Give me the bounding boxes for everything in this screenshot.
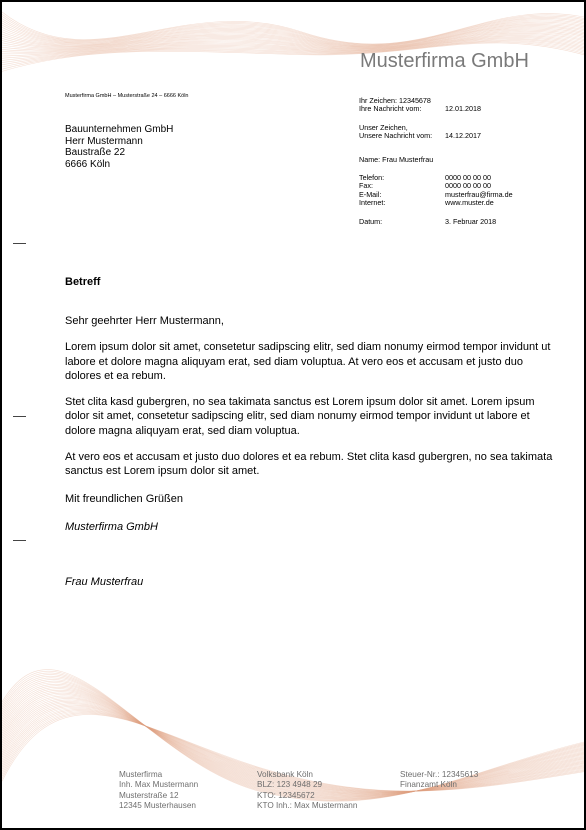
company-name: Musterfirma GmbH (360, 50, 529, 72)
closing-phrase: Mit freundlichen Grüßen (65, 493, 183, 505)
letter-subject: Betreff (65, 276, 101, 288)
footer-line: KTO: 12345672 (257, 790, 315, 800)
footer-line: BLZ: 123 4948 29 (257, 780, 323, 790)
our-ref-label: Unser Zeichen, (359, 122, 408, 132)
phone-label: Telefon: (359, 172, 385, 182)
recipient-line: Herr Mustermann (65, 135, 143, 147)
body-paragraph: Stet clita kasd gubergren, no sea takimata sanctus est Lorem ipsum dolor sit amet. Lorem ipsum dolor sit amet, consetetur sadipscing elitr, sed diam nonumy eirmod tempor invidunt ut labore et dolore magna aliquyam erat, sed diam voluptua. (65, 396, 535, 437)
footer-line: Musterstraße 12 (119, 790, 179, 800)
recipient-line: Bauunternehmen GmbH (65, 124, 174, 135)
salutation: Sehr geehrter Herr Mustermann, (65, 315, 224, 327)
your-message-value: 12.01.2018 (445, 104, 481, 114)
internet-label: Internet: (359, 198, 386, 208)
body-paragraph: At vero eos et accusam et justo duo dolores et ea rebum. Stet clita kasd gubergren, no sea takimata sanctus est Lorem ipsum dolor sit amet. (65, 451, 553, 478)
our-message-value: 14.12.2017 (445, 131, 481, 141)
signature-company: Musterfirma GmbH (65, 521, 158, 533)
fold-mark (13, 540, 26, 541)
footer-line: Musterfirma (119, 770, 163, 779)
recipient-line: 6666 Köln (65, 158, 111, 170)
footer-line: Steuer-Nr.: 12345613 (400, 770, 479, 779)
your-message-label: Ihre Nachricht vom: (359, 104, 422, 114)
signature-name: Frau Musterfrau (65, 576, 144, 588)
footer-tax-column (400, 770, 478, 791)
footer-line: 12345 Musterhausen (119, 801, 196, 811)
fax-label: Fax: (359, 181, 373, 191)
date-value: 3. Februar 2018 (445, 216, 497, 226)
our-message-label: Unsere Nachricht vom: (359, 131, 433, 141)
email-label: E-Mail: (359, 189, 382, 199)
contact-name: Name: Frau Musterfrau (359, 154, 434, 164)
footer-bank-column (257, 770, 357, 812)
phone-value: 0000 00 00 00 (445, 172, 491, 182)
your-ref-label: Ihr Zeichen: 12345678 (359, 96, 431, 105)
footer-company-column (119, 770, 198, 812)
body-paragraph: Lorem ipsum dolor sit amet, consetetur sadipscing elitr, sed diam nonumy eirmod tempor invidunt ut labore et dolore magna aliquyam erat, sed diam voluptua. At vero eos et accusam et justo duo dolores et ea rebum. (65, 341, 551, 382)
email-value: musterfrau@firma.de (445, 189, 513, 199)
footer-line: Volksbank Köln (257, 770, 313, 779)
hole-punch-mark (13, 416, 26, 417)
fax-value: 0000 00 00 00 (445, 181, 491, 191)
recipient-line: Baustraße 22 (65, 147, 126, 158)
footer-line: Inh. Max Mustermann (119, 780, 199, 790)
recipient-address (65, 124, 173, 170)
footer-line: Finanzamt Köln (400, 780, 457, 790)
letter-body (65, 314, 560, 491)
internet-value: www.muster.de (445, 198, 494, 208)
fold-mark (13, 243, 26, 244)
sender-return-address: Musterfirma GmbH – Musterstraße 24 – 6666 Köln (65, 93, 189, 99)
footer-line: KTO Inh.: Max Mustermann (257, 801, 358, 811)
date-label: Datum: (359, 216, 383, 226)
